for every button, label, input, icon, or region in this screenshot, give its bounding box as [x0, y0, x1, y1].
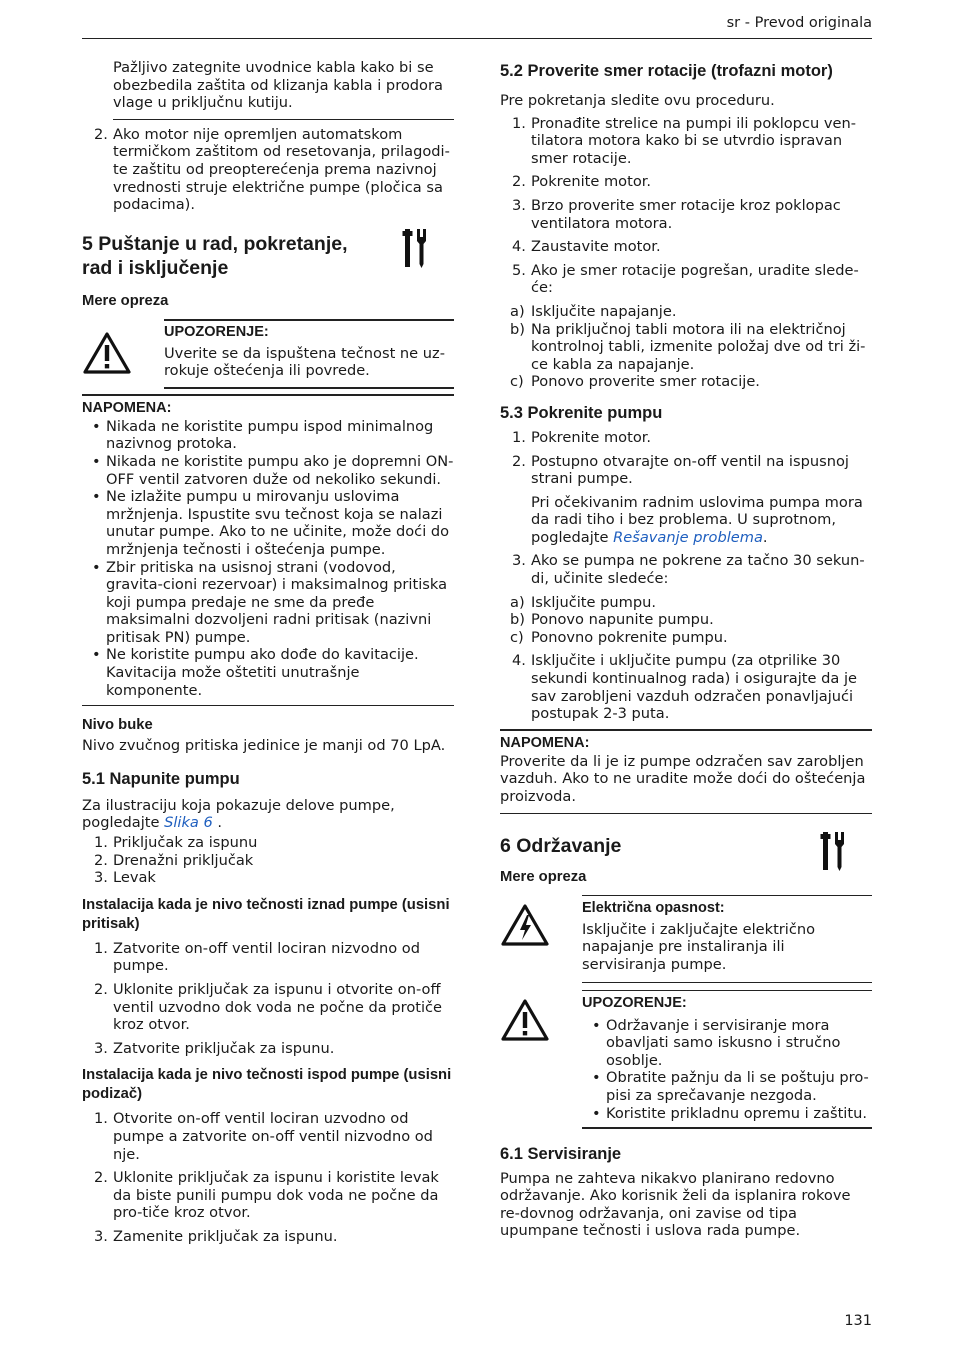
- note2-top-rule: [500, 729, 872, 731]
- warning-list: [582, 1017, 872, 1123]
- rotation-steps: [500, 115, 872, 297]
- note-top-rule: [82, 394, 454, 396]
- header-divider: [82, 38, 872, 39]
- note2-title: NAPOMENA:: [500, 734, 590, 751]
- list-item: 3. Zatvorite priključak za ispunu.: [94, 1039, 335, 1057]
- warning-top-rule: [164, 319, 454, 321]
- note-title: NAPOMENA:: [82, 399, 172, 416]
- step-list: [82, 126, 454, 214]
- list-item: • Nikada ne koristite pumpu ispod minimalnog nazivnog protoka.: [82, 418, 454, 453]
- section-5-2-title: 5.2 Proverite smer rotacije (trofazni motor): [500, 62, 833, 80]
- electrical-hazard-box: [500, 895, 872, 985]
- note-bottom-rule: [82, 705, 454, 706]
- electrical-hazard-icon: [500, 903, 550, 947]
- right-column: [500, 59, 872, 1246]
- section-5-heading: [82, 232, 454, 284]
- list-item: • Nikada ne koristite pumpu ako je dopremni ON-OFF ventil zatvoren duže od nekoliko sekundi.: [82, 453, 454, 488]
- below-level-title: Instalacija kada je nivo tečnosti ispod pumpe (usisni podizač): [82, 1067, 452, 1103]
- list-item: b) Na priključnoj tabli motora ili na električnoj kontrolnoj tabli, izmenite položaj dve od tri ži-ce kabla za napajanje.: [510, 320, 866, 373]
- warning-triangle-icon: [82, 331, 132, 375]
- tools-icon: [818, 832, 848, 872]
- list-item: 2. Postupno otvarajte on-off ventil na ispusnoj strani pumpe.: [512, 452, 849, 488]
- warning-text: Uverite se da ispuštena tečnost ne uz-rokuje oštećenja ili povrede.: [164, 344, 445, 380]
- list-item: 2. Drenažni priključak: [94, 851, 254, 869]
- list-item: 2. Pokrenite motor.: [512, 173, 652, 191]
- list-item: a) Isključite napajanje.: [510, 302, 677, 320]
- note2-text: Proverite da li je iz pumpe odzračen sav zarobljen vazduh. Ako to ne uradite može doći do oštećenja proizvoda.: [500, 752, 866, 805]
- tools-icon: [400, 229, 430, 269]
- warning-box: [500, 990, 872, 1134]
- list-item: 1. Pronađite strelice na pumpi ili poklopcu ven-tilatora motora kako bi se utvrdio ispravan smer rotacije.: [512, 114, 856, 167]
- list-item: 1. Pokrenite motor.: [512, 428, 652, 446]
- list-item: • Obratite pažnju da li se poštuju pro-pisi za sprečavanje nezgoda.: [582, 1069, 872, 1104]
- precautions-title: Mere opreza: [500, 868, 587, 885]
- noise-title: Nivo buke: [82, 717, 153, 734]
- start-steps: [500, 429, 872, 488]
- list-item: 4. Zaustavite motor.: [512, 238, 661, 256]
- warning-bottom-rule: [582, 1127, 872, 1129]
- warning-top-rule: [582, 990, 872, 991]
- section-title: 6 Održavanje: [500, 834, 622, 857]
- below-level-steps: [82, 1110, 454, 1245]
- list-item: • Koristite prikladnu opremu i zaštitu.: [582, 1105, 872, 1123]
- noise-text: Nivo zvučnog pritiska jedinice je manji od 70 LpA.: [82, 737, 446, 755]
- list-item: 2. Ako motor nije opremljen automatskom termičkom zaštitom od resetovanja, prilagodi-te zaštitu od preopterećenja prema nazivnoj vrednosti struje električne pumpe (pločica sa podacima).: [94, 125, 450, 214]
- list-item: 3. Brzo proverite smer rotacije kroz poklopac ventilatora motora.: [512, 196, 841, 232]
- section-5-1-title: 5.1 Napunite pumpu: [82, 769, 240, 788]
- above-level-steps: [82, 940, 454, 1058]
- list-item: 5. Ako je smer rotacije pogrešan, uradite slede-će:: [512, 261, 859, 297]
- list-item: 2. Uklonite priključak za ispunu i koristite levak da biste punili pumpu dok voda ne počne da pro-tiče kroz otvor.: [94, 1169, 439, 1222]
- note-list: [82, 418, 454, 700]
- rotation-substeps: [500, 303, 872, 391]
- hazard-top-rule: [582, 895, 872, 896]
- warning-triangle-icon: [500, 998, 550, 1042]
- list-item: • Zbir pritiska na usisnoj strani (vodovod, gravita-cioni rezervoar) i maksimalnog pritiska koji pumpa predaje ne sme da pređe maksimalni dozvoljeni radni pritisak (nazivni pritisak PN) pumpe.: [82, 559, 454, 647]
- section-title: 5 Puštanje u rad, pokretanje, rad i isključenje: [82, 232, 348, 279]
- expected-conditions-paragraph: Pri očekivanim radnim uslovima pumpa mora da radi tiho i bez problema. U suprotnom, pogledajte Rešavanje problema.: [531, 493, 863, 546]
- parts-list: [82, 834, 454, 887]
- page-number: 131: [844, 1313, 872, 1329]
- start-steps-cont: [500, 552, 872, 587]
- intro-paragraph: Pažljivo zategnite uvodnice kabla kako bi se obezbedila zaštita od klizanja kabla i prodora vlage u priključnu kutiju.: [113, 59, 443, 112]
- above-level-title: Instalacija kada je nivo tečnosti iznad pumpe (usisni pritisak): [82, 896, 450, 932]
- list-item: 1. Otvorite on-off ventil lociran uzvodno od pumpe a zatvorite on-off ventil nizvodno od nje.: [94, 1110, 433, 1163]
- note2-bottom-rule: [500, 813, 872, 814]
- list-item: 1. Zatvorite on-off ventil lociran nizvodno od pumpe.: [94, 939, 420, 975]
- list-item: 3. Levak: [94, 869, 156, 887]
- list-item: 4. Isključite i uključite pumpu (za otprilike 30 sekundi kontinualnog rada) i osigurajte da je sav zarobljeni vazduh odzračen ponavljajući postupak 2-3 puta.: [512, 652, 857, 723]
- list-item: a) Isključite pumpu.: [510, 593, 657, 611]
- hazard-title: Električna opasnost:: [582, 899, 725, 916]
- list-item: • Održavanje i servisiranje mora obavljati samo iskusno i stručno osoblje.: [582, 1017, 872, 1070]
- start-steps-final: [500, 652, 872, 722]
- list-item: 3. Ako se pumpa ne pokrene za tačno 30 sekun-di, učinite sledeće:: [512, 552, 865, 588]
- left-column: [82, 59, 454, 1252]
- list-item: b) Ponovo napunite pumpu.: [510, 611, 714, 629]
- hazard-bottom-rule: [582, 982, 872, 983]
- section-5-2-intro: Pre pokretanja sledite ovu proceduru.: [500, 92, 775, 109]
- warning-bottom-rule: [164, 387, 454, 389]
- section-6-1-text: Pumpa ne zahteva nikakvo planirano redovno održavanje. Ako korisnik želi da isplanira rokove re-dovnog održavanja, oni zavise od tipa upumpane tečnosti i uslova rada pumpe.: [500, 1169, 851, 1240]
- warning-title: UPOZORENJE:: [582, 994, 687, 1011]
- divider: [113, 119, 454, 120]
- start-substeps: [500, 594, 872, 647]
- figure-link[interactable]: Slika 6: [164, 814, 213, 832]
- warning-box: [82, 319, 454, 390]
- troubleshooting-link[interactable]: Rešavanje problema: [613, 528, 763, 546]
- list-item: • Ne koristite pumpu ako dođe do kavitacije. Kavitacija može oštetiti unutrašnje komponente.: [82, 646, 454, 699]
- section-6-1-title: 6.1 Servisiranje: [500, 1144, 622, 1163]
- list-item: c) Ponovo proverite smer rotacije.: [510, 373, 760, 391]
- running-header: sr - Prevod originala: [726, 15, 872, 31]
- precautions-title: Mere opreza: [82, 292, 169, 309]
- list-item: c) Ponovno pokrenite pumpu.: [510, 628, 728, 646]
- section-5-3-title: 5.3 Pokrenite pumpu: [500, 403, 663, 422]
- section-5-1-intro: Za ilustraciju koja pokazuje delove pumpe, pogledajte Slika 6 .: [82, 796, 395, 832]
- section-6-heading: [500, 834, 872, 864]
- hazard-text: Isključite i zaključajte električno napajanje pre instaliranja ili servisiranja pumpe.: [582, 920, 816, 973]
- list-item: 2. Uklonite priključak za ispunu i otvorite on-off ventil uzvodno dok voda ne počne da protiče kroz otvor.: [94, 981, 443, 1034]
- list-item: 1. Priključak za ispunu: [94, 834, 258, 852]
- list-item: 3. Zamenite priključak za ispunu.: [94, 1227, 338, 1245]
- list-item: • Ne izlažite pumpu u mirovanju uslovima mržnjenja. Ispustite svu tečnost koja se nalazi unutar pumpe. Ako to ne učinite, može doći do mržnjenja tečnosti i oštećenja pumpe.: [82, 488, 454, 558]
- warning-title: UPOZORENJE:: [164, 323, 269, 340]
